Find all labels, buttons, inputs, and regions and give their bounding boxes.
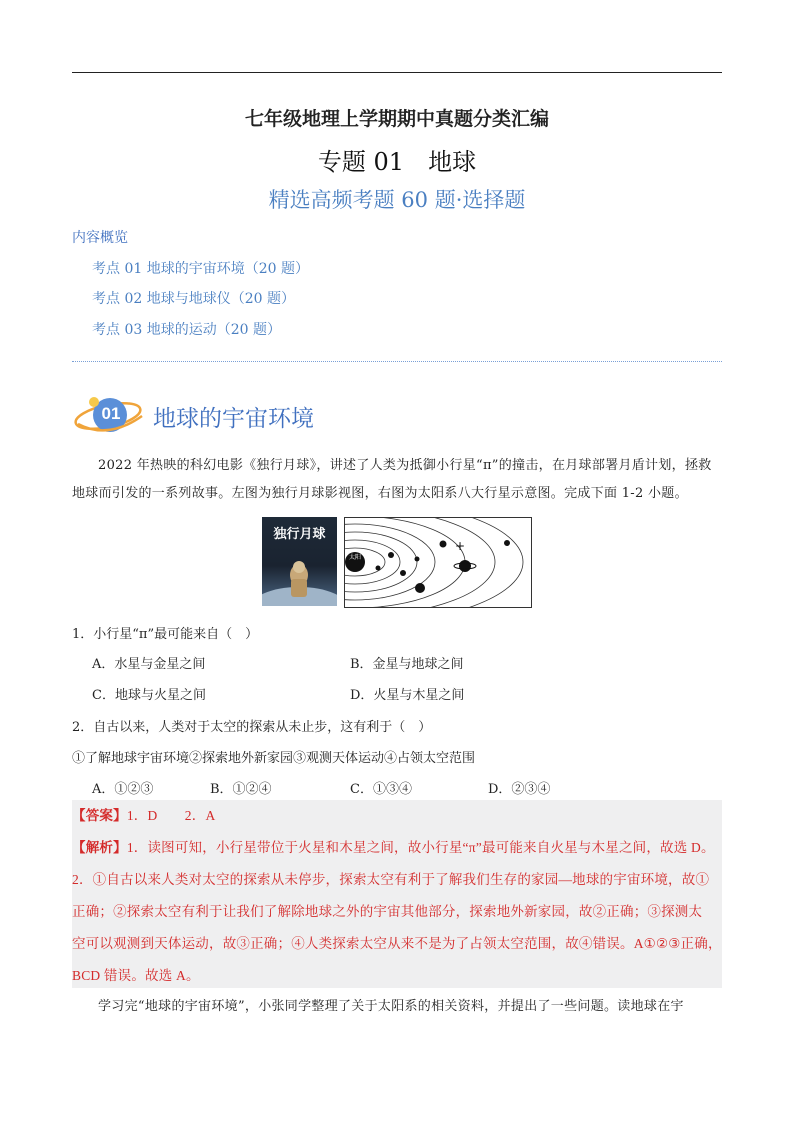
solar-system-diagram [345,518,531,607]
option-d[interactable]: D．火星与木星之间 [350,688,465,703]
question-stem: 2．自古以来，人类对于太空的探索从未止步，这有利于（ ） [72,720,432,735]
overview-label: 内容概览 [72,230,128,246]
analysis-line [72,832,722,864]
analysis-line: 空可以观测到天体运动，故③正确；④人类探索太空从来不是为了占领太空范围，故④错误。A①②③正确， [72,936,722,951]
option-c[interactable]: C．地球与火星之间 [92,688,206,703]
next-intro-paragraph: 学习完“地球的宇宙环境”，小张同学整理了关于太阳系的相关资料，并提出了一些问题。读地球在宇 [98,999,684,1014]
poster-art [262,517,337,606]
subtitle: 精选高频考题 60 题·选择题 [268,188,526,212]
movie-poster-figure [262,517,337,606]
answer-line [72,800,722,832]
option-d[interactable]: D．②③④ [488,782,551,797]
analysis-line: BCD 错误。故选 A。 [72,968,200,983]
analysis-line: 2．①自古以来人类对太空的探索从未停步，探索太空有利于了解我们生存的家园—地球的宇宙环境，故① [72,872,710,887]
section-divider [72,361,722,362]
option-b[interactable]: B．①②④ [210,782,272,797]
intro-paragraph: 2022 年热映的科幻电影《独行月球》，讲述了人类为抵御小行星“π”的撞击，在月球部署月盾计划，拯救地球而引发的一系列故事。左图为独行月球影视图，右图为太阳系八大行星示意图。完成下面 1-2 小题。 [72,458,712,501]
answer-label: 【答案】 [72,808,127,823]
section-title: 地球的宇宙环境 [153,406,314,432]
analysis-line: 正确；②探索太空有利于让我们了解除地球之外的宇宙其他部分，探索地外新家园，故②正确；③探测太 [72,904,703,919]
overview-item[interactable]: 考点 01 地球的宇宙环境（20 题） [92,261,309,277]
overview-item[interactable]: 考点 03 地球的运动（20 题） [92,322,281,338]
poster-title: 独行月球 [273,527,326,542]
option-a[interactable]: A．水星与金星之间 [92,657,206,672]
section-badge [72,394,162,438]
option-b[interactable]: B．金星与地球之间 [350,657,464,672]
question-statements: ①了解地球宇宙环境②探索地外新家园③观测天体运动④占领太空范围 [72,751,476,766]
overview-item[interactable]: 考点 02 地球与地球仪（20 题） [92,291,295,307]
option-c[interactable]: C．①③④ [350,782,412,797]
svg-text:+: + [455,539,466,553]
topic-title: 专题 01 地球 [317,148,477,176]
answer-text: 1．D 2．A [126,808,216,823]
document-title: 七年级地理上学期期中真题分类汇编 [244,108,549,130]
question-stem: 1．小行星“π”最可能来自（ ） [72,627,259,642]
option-a[interactable]: A．①②③ [92,782,154,797]
analysis-label: 【解析】 [72,840,127,855]
section-badge-number: 01 [101,404,121,423]
analysis-text: 1．读图可知，小行星带位于火星和木星之间，故小行星“π”最可能来自火星与木星之间，故选 D。 [126,840,715,855]
header-rule [72,72,722,73]
solar-system-figure [344,517,532,608]
sun-label: 太阳 [349,554,362,561]
